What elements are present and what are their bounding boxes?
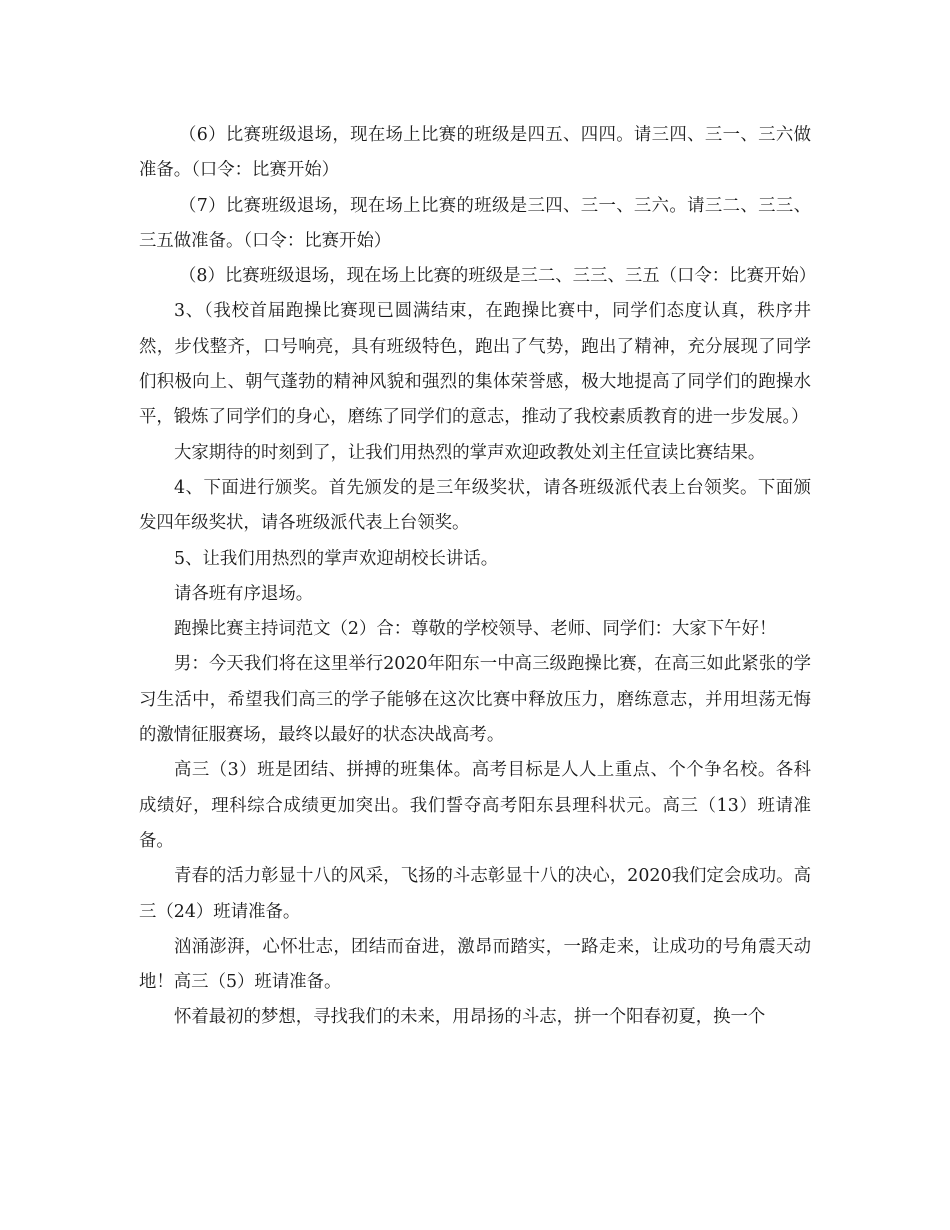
paragraph-section-5-speech: 5、让我们用热烈的掌声欢迎胡校长讲话。 — [174, 548, 499, 569]
paragraph-class-5: 怀着最初的梦想，寻找我们的未来，用昂扬的斗志，拼一个阳春初夏，换一个 — [174, 1007, 766, 1028]
paragraph-male-host: 男：今天我们将在这里举行2020年阳东一中高三级跑操比赛，在高三如此紧张的学习生活中，希望我们高三的学子能够在这次比赛中释放压力，磨练意志，并用坦荡无悔的激情征服赛场，最终以最好的状态决战高考。 — [139, 654, 811, 746]
paragraph-section-3-summary: 3、（我校首届跑操比赛现已圆满结束，在跑操比赛中，同学们态度认真，秩序井然，步伐整齐，口号响亮，具有班级特色，跑出了气势，跑出了精神，充分展现了同学们积极向上、朝气蓬勃的精神风貌和强烈的集体荣誉感，极大地提高了同学们的跑操水平，锻炼了同学们的身心，磨练了同学们的意志，推动了我校素质教育的进一步发展。） — [139, 301, 811, 428]
paragraph-sample-2-opening: 跑操比赛主持词范文（2）合：尊敬的学校领导、老师、同学们：大家下午好！ — [174, 619, 777, 640]
paragraph-class-13: 青春的活力彰显十八的风采，飞扬的斗志彰显十八的决心，2020我们定会成功。高三（24）班请准备。 — [139, 866, 811, 922]
paragraph-program-step-8: （8）比赛班级退场，现在场上比赛的班级是三二、三三、三五（口令：比赛开始） — [179, 266, 817, 287]
paragraph-section-4-awards: 4、下面进行颁奖。首先颁发的是三年级奖状，请各班级派代表上台领奖。下面颁发四年级奖状，请各班级派代表上台领奖。 — [139, 477, 811, 534]
paragraph-class-24: 汹涌澎湃，心怀壮志，团结而奋进，激昂而踏实，一路走来，让成功的号角震天动地！高三（5）班请准备。 — [139, 936, 811, 993]
paragraph-program-step-7: （7）比赛班级退场，现在场上比赛的班级是三四、三一、三六。请三二、三三、三五做准备。（口令：比赛开始） — [139, 195, 811, 251]
paragraph-class-3: 高三（3）班是团结、拼搏的班集体。高考目标是人人上重点、个个争名校。各科成绩好，理科综合成绩更加突出。我们誓夺高考阳东县理科状元。高三（13）班请准备。 — [139, 760, 811, 851]
document-body — [139, 118, 817, 1036]
paragraph-results-announcement: 大家期待的时刻到了，让我们用热烈的掌声欢迎政教处刘主任宣读比赛结果。 — [174, 442, 766, 463]
paragraph-program-step-6: （6）比赛班级退场，现在场上比赛的班级是四五、四四。请三四、三一、三六做准备。（口令：比赛开始） — [139, 125, 811, 181]
paragraph-exit-order: 请各班有序退场。 — [174, 583, 314, 604]
